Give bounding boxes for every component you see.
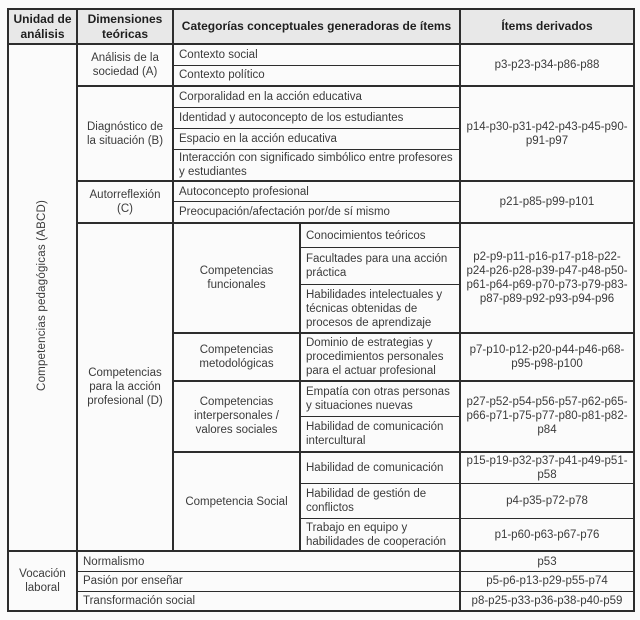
cat-autoconcepto-profesional: Autoconcepto profesional — [173, 181, 460, 202]
subcat-gestion-conflictos: Habilidad de gestión de conflictos — [300, 483, 460, 518]
cat-normalismo: Normalismo — [77, 551, 460, 571]
group-competencias-interpersonales: Competencias interpersonales / valores sociales — [173, 381, 300, 452]
cat-identidad-autoconcepto: Identidad y autoconcepto de los estudiantes — [173, 107, 460, 128]
subcat-facultades-accion-practica: Facultades para una acción práctica — [300, 248, 460, 285]
items-trabajo-equipo: p1-p60-p63-p67-p76 — [460, 518, 634, 551]
items-autorreflexion: p21-p85-p99-p101 — [460, 181, 634, 223]
cat-espacio-accion: Espacio en la acción educativa — [173, 128, 460, 149]
col-header-items-derivados: Ítems derivados — [460, 9, 634, 44]
cat-corporalidad: Corporalidad en la acción educativa — [173, 86, 460, 107]
cat-transformacion-social: Transformación social — [77, 591, 460, 611]
items-diagnostico-situacion: p14-p30-p31-p42-p43-p45-p90-p91-p97 — [460, 86, 634, 181]
items-analisis-sociedad: p3-p23-p34-p86-p88 — [460, 44, 634, 86]
cat-contexto-politico: Contexto político — [173, 65, 460, 86]
subcat-habilidad-comunicacion: Habilidad de comunicación — [300, 452, 460, 484]
subcat-conocimientos-teoricos: Conocimientos teóricos — [300, 223, 460, 248]
cat-preocupacion-afectacion: Preocupación/afectación por/de sí mismo — [173, 202, 460, 223]
subcat-empatia: Empatía con otras personas y situaciones nuevas — [300, 381, 460, 417]
subcat-dominio-estrategias: Dominio de estrategias y procedimientos personales para el actuar profesional — [300, 333, 460, 381]
items-metodologicas: p7-p10-p12-p20-p44-p46-p68-p95-p98-p100 — [460, 333, 634, 381]
col-header-categorias: Categorías conceptuales generadoras de ítems — [173, 9, 460, 44]
dim-diagnostico-situacion: Diagnóstico de la situación (B) — [77, 86, 173, 181]
group-competencias-funcionales: Competencias funcionales — [173, 223, 300, 333]
cat-interaccion-simbolica: Interacción con significado simbólico entre profesores y estudiantes — [173, 149, 460, 181]
items-transformacion-social: p8-p25-p33-p36-p38-p40-p59 — [460, 591, 634, 611]
items-pasion-por-ensenar: p5-p6-p13-p29-p55-p74 — [460, 571, 634, 591]
subcat-habilidades-intelectuales: Habilidades intelectuales y técnicas obtenidas de procesos de aprendizaje — [300, 285, 460, 333]
items-interpersonales: p27-p52-p54-p56-p57-p62-p65-p66-p71-p75-p77-p80-p81-p82-p84 — [460, 381, 634, 452]
dim-competencias-accion-profesional: Competencias para la acción profesional (D) — [77, 223, 173, 552]
items-gestion-conflictos: p4-p35-p72-p78 — [460, 483, 634, 518]
items-funcionales: p2-p9-p11-p16-p17-p18-p22-p24-p26-p28-p39-p47-p48-p50-p61-p64-p69-p70-p73-p79-p83-p87-p89-p92-p93-p94-p96 — [460, 223, 634, 333]
group-competencias-metodologicas: Competencias metodológicas — [173, 333, 300, 381]
unit-cell-vocacion-laboral: Vocación laboral — [8, 551, 77, 611]
unit-label-abcd: Competencias pedagógicas (ABCD) — [36, 200, 49, 392]
group-competencia-social: Competencia Social — [173, 452, 300, 552]
cat-pasion-por-ensenar: Pasión por enseñar — [77, 571, 460, 591]
dim-autorreflexion: Autorreflexión (C) — [77, 181, 173, 223]
unit-cell-abcd — [8, 44, 77, 551]
items-habilidad-comunicacion: p15-p19-p32-p37-p41-p49-p51-p58 — [460, 452, 634, 484]
dim-analisis-sociedad: Análisis de la sociedad (A) — [77, 44, 173, 86]
subcat-trabajo-equipo: Trabajo en equipo y habilidades de cooperación — [300, 518, 460, 551]
cat-contexto-social: Contexto social — [173, 44, 460, 65]
subcat-comunicacion-intercultural: Habilidad de comunicación intercultural — [300, 417, 460, 452]
col-header-dimensiones-teoricas: Dimensiones teóricas — [77, 9, 173, 44]
competencies-table — [7, 8, 635, 612]
items-normalismo: p53 — [460, 551, 634, 571]
col-header-unidad-analisis: Unidad de análisis — [8, 9, 77, 44]
